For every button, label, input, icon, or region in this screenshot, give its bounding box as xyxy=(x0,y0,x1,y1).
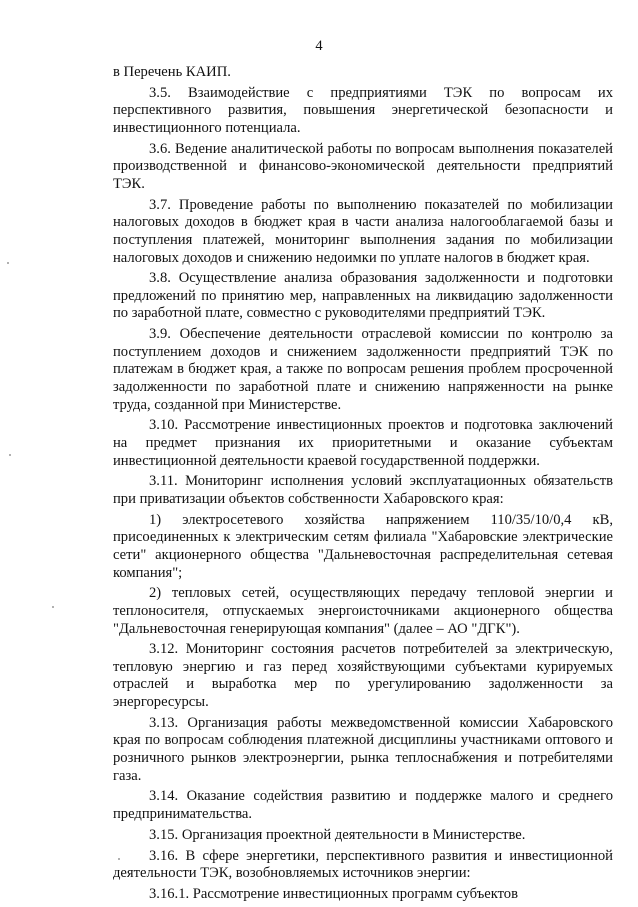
paragraph-3-12: 3.12. Мониторинг состояния расчетов потребителей за электрическую, тепловую энергию и газ перед хозяйствующими субъектами курируемых отраслей и выработка мер по урегулированию задолженности за энергоресурсы. xyxy=(113,641,613,711)
paragraph-3-11: 3.11. Мониторинг исполнения условий эксплуатационных обязательств при приватизации объектов собственности Хабаровского края: xyxy=(113,473,613,507)
scan-speck xyxy=(118,858,120,860)
paragraph-3-10: 3.10. Рассмотрение инвестиционных проектов и подготовка заключений на предмет признания их приоритетными и оказание субъектам инвестиционной деятельности краевой государственной поддержки. xyxy=(113,417,613,469)
paragraph-3-15: 3.15. Организация проектной деятельности в Министерстве. xyxy=(149,826,526,843)
paragraph-3-14: 3.14. Оказание содействия развитию и поддержке малого и среднего предпринимательства. xyxy=(113,788,613,822)
scan-speck xyxy=(52,606,54,608)
paragraph-3-8: 3.8. Осуществление анализа образования задолженности и подготовки предложений по принятию мер, направленных на ликвидацию задолженности по заработной плате, совместно с руководителями предприятий ТЭК. xyxy=(113,270,613,322)
scan-speck xyxy=(7,262,9,264)
scan-speck xyxy=(9,454,11,456)
paragraph-3-5: 3.5. Взаимодействие с предприятиями ТЭК по вопросам их перспективного развития, повышения энергетической безопасности и инвестиционного потенциала. xyxy=(113,84,613,136)
paragraph-3-7: 3.7. Проведение работы по выполнению показателей по мобилизации налоговых доходов в бюджет края в части анализа налогооблагаемой базы и поступления платежей, мониторинг выполнения задания по мобилизации налоговых доходов и снижению недоимки по уплате налогов в бюджет края. xyxy=(113,196,613,266)
paragraph-continuation: в Перечень КАИП. xyxy=(113,64,231,80)
paragraph-3-11-item-1: 1) электросетевого хозяйства напряжением 110/35/10/0,4 кВ, присоединенных к электрическим сетям филиала "Хабаровские электрические сети" акционерного общества "Дальневосточная распределительная сетевая компания"; xyxy=(113,511,613,581)
document-body xyxy=(113,64,613,907)
paragraph-3-16-1: 3.16.1. Рассмотрение инвестиционных программ субъектов xyxy=(149,885,518,902)
paragraph-3-13: 3.13. Организация работы межведомственной комиссии Хабаровского края по вопросам соблюдения платежной дисциплины участниками оптового и розничного рынков электроэнергии, рынка теплоснабжения и потребителями газа. xyxy=(113,714,613,784)
paragraph-3-16: 3.16. В сфере энергетики, перспективного развития и инвестиционной деятельности ТЭК, возобновляемых источников энергии: xyxy=(113,847,613,882)
paragraph-3-6: 3.6. Ведение аналитической работы по вопросам выполнения показателей производственной и финансово-экономической деятельности предприятий ТЭК. xyxy=(113,140,613,192)
paragraph-3-9: 3.9. Обеспечение деятельности отраслевой комиссии по контролю за поступлением доходов и снижением задолженности предприятий ТЭК по платежам в бюджет края, а также по вопросам решения проблем просроченной задолженности по заработной плате и снижению напряженности на рынке труда, созданной при Министерстве. xyxy=(113,326,613,413)
page-number: 4 xyxy=(315,38,323,54)
paragraph-3-11-item-2: 2) тепловых сетей, осуществляющих передачу тепловой энергии и теплоносителя, отпускаемых энергоисточниками акционерного общества "Дальневосточная генерирующая компания" (далее – АО "ДГК"). xyxy=(113,585,613,637)
